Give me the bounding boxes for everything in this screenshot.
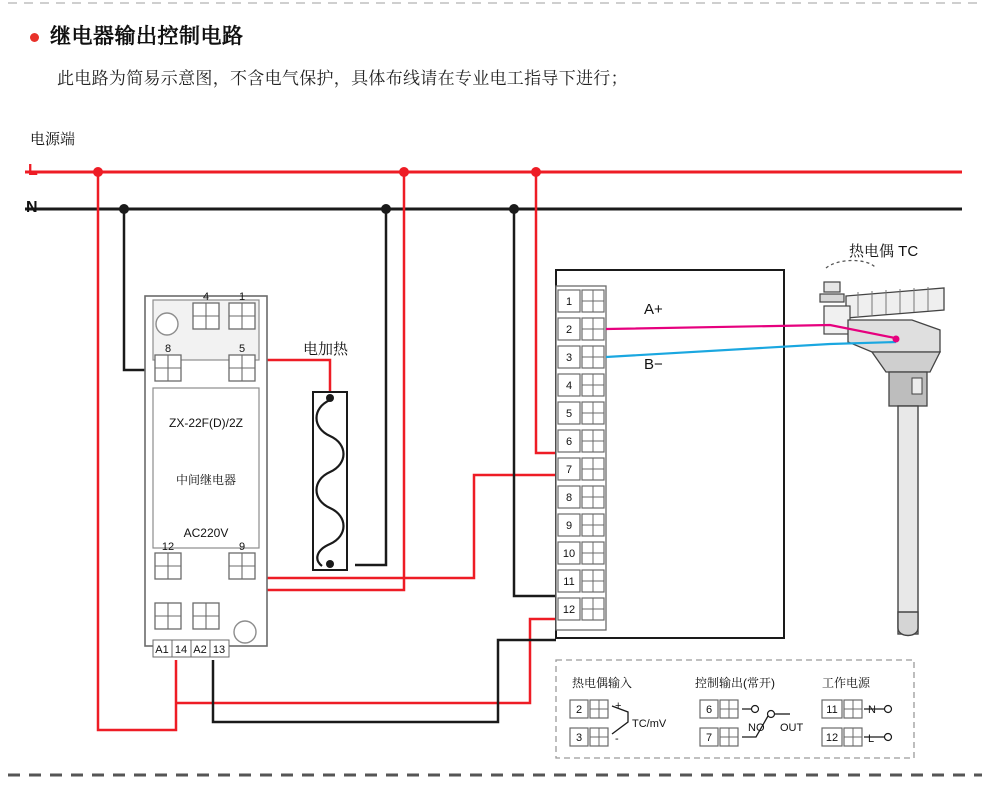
page-title: 继电器输出控制电路 [50,25,244,48]
line-l-label: L [28,162,38,179]
legend-note-out: OUT [780,722,804,734]
page-subtitle: 此电路为简易示意图，不含电气保护，具体布线请在专业电工指导下进行； [57,69,628,88]
controller-terminal-12: 12 [562,604,576,616]
relay-terminal-5: 5 [238,343,246,355]
controller-terminal-3: 3 [565,352,573,364]
relay-name: 中间继电器 [175,473,237,487]
heater-label: 电加热 [303,341,349,358]
legend-sign-l: L [868,733,875,745]
controller-terminal-10: 10 [562,548,576,560]
relay-terminal-9: 9 [238,541,246,553]
relay-coil-13: 13 [212,644,226,656]
controller-terminal-9: 9 [565,520,573,532]
controller-terminal-5: 5 [565,408,573,420]
relay-terminal-4: 4 [202,291,210,303]
controller-terminal-8: 8 [565,492,573,504]
legend-title-tc-input: 热电偶输入 [572,676,633,690]
controller-terminal-2: 2 [565,324,573,336]
a-plus-label: A+ [644,301,663,318]
controller-terminal-1: 1 [565,296,573,308]
legend-note-no: NO [748,722,765,734]
relay-terminal-8: 8 [164,343,172,355]
legend-title-control-output: 控制输出(常开) [695,676,775,690]
relay-voltage: AC220V [183,526,229,540]
relay-model: ZX-22F(D)/2Z [168,416,244,430]
legend-title-work-power: 工作电源 [822,676,871,690]
legend-terminal-6: 6 [705,704,713,716]
controller-terminal-11: 11 [563,576,575,588]
line-n-label: N [26,199,38,216]
power-side-label: 电源端 [30,131,76,148]
controller-terminal-7: 7 [565,464,573,476]
legend-terminal-11: 11 [826,704,838,716]
legend-note-tcmv: TC/mV [632,718,667,730]
relay-terminal-1: 1 [238,291,246,303]
legend-terminal-2: 2 [575,704,583,716]
controller-terminal-4: 4 [565,380,573,392]
legend-terminal-12: 12 [825,732,839,744]
relay-coil-14: 14 [174,644,188,656]
legend-sign-plus: + [615,700,622,712]
relay-coil-a2: A2 [193,644,207,656]
relay-terminal-12: 12 [161,541,175,553]
relay-coil-a1: A1 [155,644,169,656]
controller-terminal-6: 6 [565,436,573,448]
legend-terminal-3: 3 [575,732,583,744]
legend-terminal-7: 7 [705,732,713,744]
legend-sign-n: N [868,704,876,716]
thermocouple-label: 热电偶 TC [849,243,919,260]
b-minus-label: B− [644,356,663,373]
legend-sign-minus: - [615,733,619,745]
